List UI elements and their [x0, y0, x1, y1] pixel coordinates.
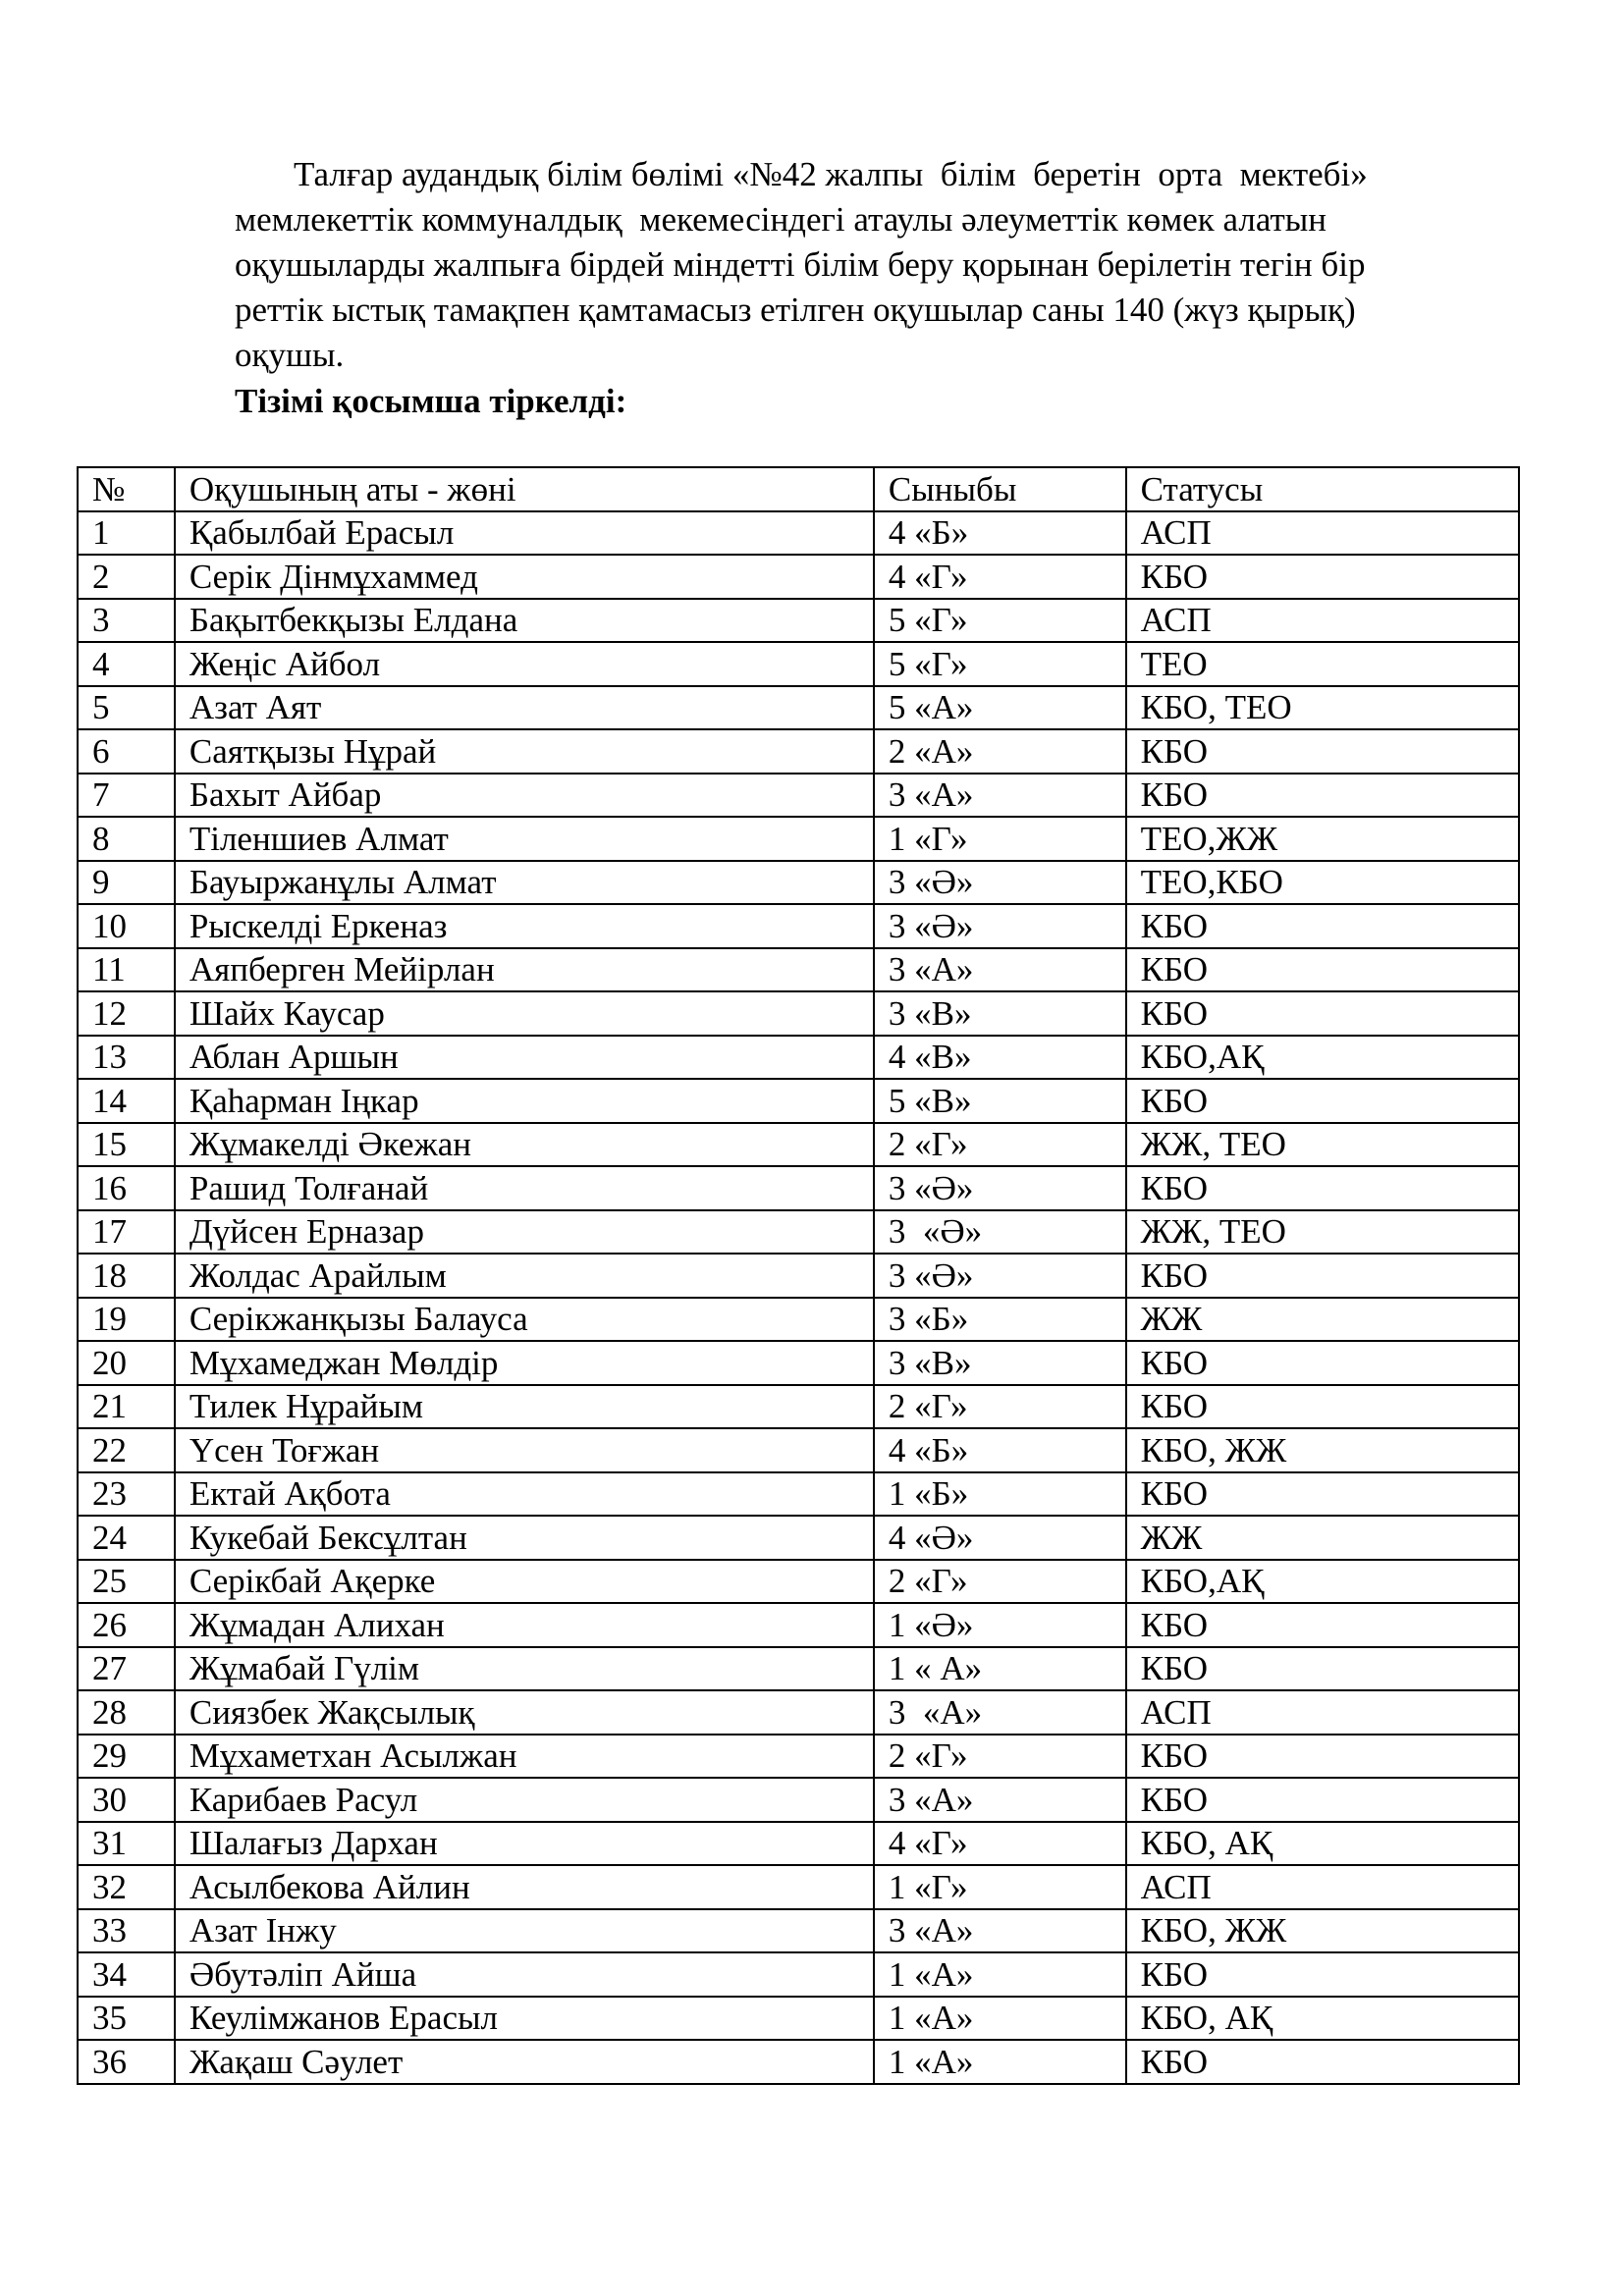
- cell-status: ЖЖ, ТЕО: [1126, 1123, 1519, 1167]
- table-row: [78, 1341, 1519, 1385]
- cell-class: 1 «Г»: [874, 1865, 1126, 1909]
- cell-status: ЖЖ: [1126, 1516, 1519, 1560]
- students-table: [77, 466, 1520, 2085]
- cell-name: Шайх Каусар: [175, 991, 874, 1036]
- cell-status: КБО: [1126, 1472, 1519, 1517]
- table-row: [78, 1997, 1519, 2041]
- table-row: [78, 1254, 1519, 1298]
- cell-class: 3 «Ә»: [874, 861, 1126, 905]
- cell-status: КБО: [1126, 1079, 1519, 1123]
- cell-name: Аяпберген Мейірлан: [175, 948, 874, 992]
- cell-num: 13: [78, 1036, 175, 1080]
- header-status: Статусы: [1126, 467, 1519, 511]
- cell-class: 3 «Ә»: [874, 1166, 1126, 1210]
- cell-class: 3 «Б»: [874, 1298, 1126, 1342]
- cell-num: 11: [78, 948, 175, 992]
- table-row: [78, 1079, 1519, 1123]
- table-row: [78, 817, 1519, 861]
- cell-status: АСП: [1126, 511, 1519, 556]
- table-row: [78, 1166, 1519, 1210]
- cell-name: Жұмадан Алихан: [175, 1603, 874, 1647]
- cell-status: КБО: [1126, 1166, 1519, 1210]
- cell-class: 3 «В»: [874, 1341, 1126, 1385]
- cell-name: Бахыт Айбар: [175, 774, 874, 818]
- cell-class: 2 «Г»: [874, 1735, 1126, 1779]
- cell-status: КБО: [1126, 1778, 1519, 1822]
- cell-class: 3 «А»: [874, 1778, 1126, 1822]
- cell-class: 5 «В»: [874, 1079, 1126, 1123]
- cell-name: Сиязбек Жақсылық: [175, 1690, 874, 1735]
- cell-num: 2: [78, 555, 175, 599]
- intro-line: Талғар аудандық білім бөлімі «№42 жалпы білім беретін орта мектебі»: [294, 155, 1368, 193]
- cell-name: Қаһарман Іңкар: [175, 1079, 874, 1123]
- cell-num: 28: [78, 1690, 175, 1735]
- cell-name: Серікбай Ақерке: [175, 1560, 874, 1604]
- table-row: [78, 904, 1519, 948]
- cell-name: Рыскелді Еркеназ: [175, 904, 874, 948]
- table-row: [78, 1647, 1519, 1691]
- cell-class: 4 «Г»: [874, 1822, 1126, 1866]
- cell-num: 9: [78, 861, 175, 905]
- cell-class: 2 «Г»: [874, 1385, 1126, 1429]
- cell-status: ТЕО: [1126, 642, 1519, 686]
- cell-class: 3 «Ә»: [874, 904, 1126, 948]
- table-row: [78, 1909, 1519, 1953]
- cell-status: КБО,АҚ: [1126, 1560, 1519, 1604]
- cell-name: Үсен Тоғжан: [175, 1428, 874, 1472]
- cell-class: 2 «Г»: [874, 1560, 1126, 1604]
- cell-class: 3 «Ә»: [874, 1210, 1126, 1255]
- cell-status: АСП: [1126, 1690, 1519, 1735]
- cell-num: 6: [78, 729, 175, 774]
- table-row: [78, 1428, 1519, 1472]
- intro-paragraph: [235, 152, 1541, 378]
- cell-name: Дүйсен Ерназар: [175, 1210, 874, 1255]
- intro-line: оқушыларды жалпыға бірдей міндетті білім беру қорынан берілетін тегін бір: [235, 245, 1366, 284]
- cell-num: 7: [78, 774, 175, 818]
- cell-name: Жұмакелді Әкежан: [175, 1123, 874, 1167]
- cell-num: 35: [78, 1997, 175, 2041]
- cell-status: КБО, ЖЖ: [1126, 1428, 1519, 1472]
- table-row: [78, 861, 1519, 905]
- cell-class: 2 «Г»: [874, 1123, 1126, 1167]
- cell-class: 3 «Ә»: [874, 1254, 1126, 1298]
- cell-name: Асылбекова Айлин: [175, 1865, 874, 1909]
- cell-num: 24: [78, 1516, 175, 1560]
- header-name: Оқушының аты - жөні: [175, 467, 874, 511]
- list-heading: Тізімі қосымша тіркелді:: [235, 382, 627, 420]
- cell-name: Серік Дінмұхаммед: [175, 555, 874, 599]
- cell-class: 3 «В»: [874, 991, 1126, 1036]
- cell-status: КБО,АҚ: [1126, 1036, 1519, 1080]
- cell-status: КБО: [1126, 1254, 1519, 1298]
- table-row: [78, 1210, 1519, 1255]
- cell-status: КБО: [1126, 729, 1519, 774]
- cell-class: 2 «А»: [874, 729, 1126, 774]
- cell-status: АСП: [1126, 599, 1519, 643]
- cell-name: Кеулімжанов Ерасыл: [175, 1997, 874, 2041]
- cell-num: 36: [78, 2040, 175, 2084]
- cell-status: ЖЖ: [1126, 1298, 1519, 1342]
- cell-num: 17: [78, 1210, 175, 1255]
- cell-class: 1 «А»: [874, 1952, 1126, 1997]
- cell-num: 22: [78, 1428, 175, 1472]
- table-row: [78, 642, 1519, 686]
- cell-name: Жолдас Арайлым: [175, 1254, 874, 1298]
- cell-num: 19: [78, 1298, 175, 1342]
- cell-class: 5 «Г»: [874, 642, 1126, 686]
- cell-status: КБО: [1126, 2040, 1519, 2084]
- cell-name: Жұмабай Гүлім: [175, 1647, 874, 1691]
- cell-status: КБО: [1126, 555, 1519, 599]
- cell-class: 1 «Б»: [874, 1472, 1126, 1517]
- table-row: [78, 1778, 1519, 1822]
- table-row: [78, 774, 1519, 818]
- cell-class: 4 «В»: [874, 1036, 1126, 1080]
- table-row: [78, 555, 1519, 599]
- table-body: [78, 511, 1519, 2084]
- cell-status: КБО: [1126, 1735, 1519, 1779]
- cell-name: Аблан Аршын: [175, 1036, 874, 1080]
- cell-num: 32: [78, 1865, 175, 1909]
- cell-num: 26: [78, 1603, 175, 1647]
- cell-num: 1: [78, 511, 175, 556]
- cell-class: 4 «Г»: [874, 555, 1126, 599]
- cell-name: Шалағыз Дархан: [175, 1822, 874, 1866]
- cell-num: 3: [78, 599, 175, 643]
- cell-num: 20: [78, 1341, 175, 1385]
- table-row: [78, 729, 1519, 774]
- cell-class: 4 «Б»: [874, 511, 1126, 556]
- cell-name: Азат Аят: [175, 686, 874, 730]
- table-row: [78, 1036, 1519, 1080]
- cell-status: ТЕО,КБО: [1126, 861, 1519, 905]
- cell-status: КБО: [1126, 1647, 1519, 1691]
- cell-num: 31: [78, 1822, 175, 1866]
- cell-name: Тіленшиев Алмат: [175, 817, 874, 861]
- cell-status: КБО, АҚ: [1126, 1997, 1519, 2041]
- cell-status: КБО: [1126, 1385, 1519, 1429]
- header-class: Сыныбы: [874, 467, 1126, 511]
- cell-num: 10: [78, 904, 175, 948]
- cell-class: 1 «Г»: [874, 817, 1126, 861]
- table-row: [78, 1123, 1519, 1167]
- cell-class: 1 « А»: [874, 1647, 1126, 1691]
- cell-name: Бауыржанұлы Алмат: [175, 861, 874, 905]
- cell-num: 34: [78, 1952, 175, 1997]
- cell-name: Ектай Ақбота: [175, 1472, 874, 1517]
- table-row: [78, 1385, 1519, 1429]
- cell-status: ЖЖ, ТЕО: [1126, 1210, 1519, 1255]
- cell-num: 14: [78, 1079, 175, 1123]
- cell-num: 33: [78, 1909, 175, 1953]
- cell-status: ТЕО,ЖЖ: [1126, 817, 1519, 861]
- table-row: [78, 2040, 1519, 2084]
- table-row: [78, 1735, 1519, 1779]
- table-row: [78, 1603, 1519, 1647]
- cell-name: Серікжанқызы Балауса: [175, 1298, 874, 1342]
- table-header-row: [78, 467, 1519, 511]
- cell-num: 30: [78, 1778, 175, 1822]
- table-row: [78, 686, 1519, 730]
- cell-name: Жақаш Сәулет: [175, 2040, 874, 2084]
- cell-status: АСП: [1126, 1865, 1519, 1909]
- table-row: [78, 1952, 1519, 1997]
- cell-status: КБО: [1126, 774, 1519, 818]
- cell-status: КБО: [1126, 1952, 1519, 1997]
- cell-class: 4 «Ә»: [874, 1516, 1126, 1560]
- cell-num: 29: [78, 1735, 175, 1779]
- cell-num: 27: [78, 1647, 175, 1691]
- table-row: [78, 1865, 1519, 1909]
- cell-class: 3 «А»: [874, 774, 1126, 818]
- table-row: [78, 1516, 1519, 1560]
- cell-name: Әбутәліп Айша: [175, 1952, 874, 1997]
- table-row: [78, 948, 1519, 992]
- cell-status: КБО, ТЕО: [1126, 686, 1519, 730]
- cell-num: 8: [78, 817, 175, 861]
- cell-status: КБО, ЖЖ: [1126, 1909, 1519, 1953]
- cell-name: Тилек Нұрайым: [175, 1385, 874, 1429]
- header-num: №: [78, 467, 175, 511]
- cell-status: КБО, АҚ: [1126, 1822, 1519, 1866]
- table-row: [78, 1690, 1519, 1735]
- cell-name: Бақытбекқызы Елдана: [175, 599, 874, 643]
- cell-num: 16: [78, 1166, 175, 1210]
- table-row: [78, 991, 1519, 1036]
- intro-line: реттік ыстық тамақпен қамтамасыз етілген оқушылар саны 140 (жүз қырық): [235, 291, 1356, 329]
- cell-class: 1 «Ә»: [874, 1603, 1126, 1647]
- cell-num: 12: [78, 991, 175, 1036]
- cell-class: 5 «А»: [874, 686, 1126, 730]
- cell-num: 5: [78, 686, 175, 730]
- cell-status: КБО: [1126, 1341, 1519, 1385]
- table-row: [78, 599, 1519, 643]
- cell-class: 5 «Г»: [874, 599, 1126, 643]
- cell-name: Саятқызы Нұрай: [175, 729, 874, 774]
- cell-class: 1 «А»: [874, 1997, 1126, 2041]
- cell-name: Азат Інжу: [175, 1909, 874, 1953]
- cell-class: 1 «А»: [874, 2040, 1126, 2084]
- table-row: [78, 1472, 1519, 1517]
- cell-num: 21: [78, 1385, 175, 1429]
- cell-num: 15: [78, 1123, 175, 1167]
- cell-status: КБО: [1126, 948, 1519, 992]
- cell-name: Мұхамеджан Мөлдір: [175, 1341, 874, 1385]
- table-row: [78, 1560, 1519, 1604]
- cell-status: КБО: [1126, 904, 1519, 948]
- cell-num: 18: [78, 1254, 175, 1298]
- cell-class: 3 «А»: [874, 1909, 1126, 1953]
- intro-line: мемлекеттік коммуналдық мекемесіндегі атаулы әлеуметтік көмек алатын: [235, 200, 1327, 239]
- cell-name: Карибаев Расул: [175, 1778, 874, 1822]
- cell-status: КБО: [1126, 1603, 1519, 1647]
- cell-num: 25: [78, 1560, 175, 1604]
- cell-name: Рашид Толғанай: [175, 1166, 874, 1210]
- cell-num: 4: [78, 642, 175, 686]
- cell-num: 23: [78, 1472, 175, 1517]
- table-row: [78, 1298, 1519, 1342]
- table-row: [78, 1822, 1519, 1866]
- cell-status: КБО: [1126, 991, 1519, 1036]
- cell-name: Кукебай Бексұлтан: [175, 1516, 874, 1560]
- cell-class: 3 «А»: [874, 1690, 1126, 1735]
- intro-line: оқушы.: [235, 336, 345, 374]
- table-row: [78, 511, 1519, 556]
- cell-name: Мұхаметхан Асылжан: [175, 1735, 874, 1779]
- cell-class: 4 «Б»: [874, 1428, 1126, 1472]
- cell-name: Жеңіс Айбол: [175, 642, 874, 686]
- cell-name: Қабылбай Ерасыл: [175, 511, 874, 556]
- cell-class: 3 «А»: [874, 948, 1126, 992]
